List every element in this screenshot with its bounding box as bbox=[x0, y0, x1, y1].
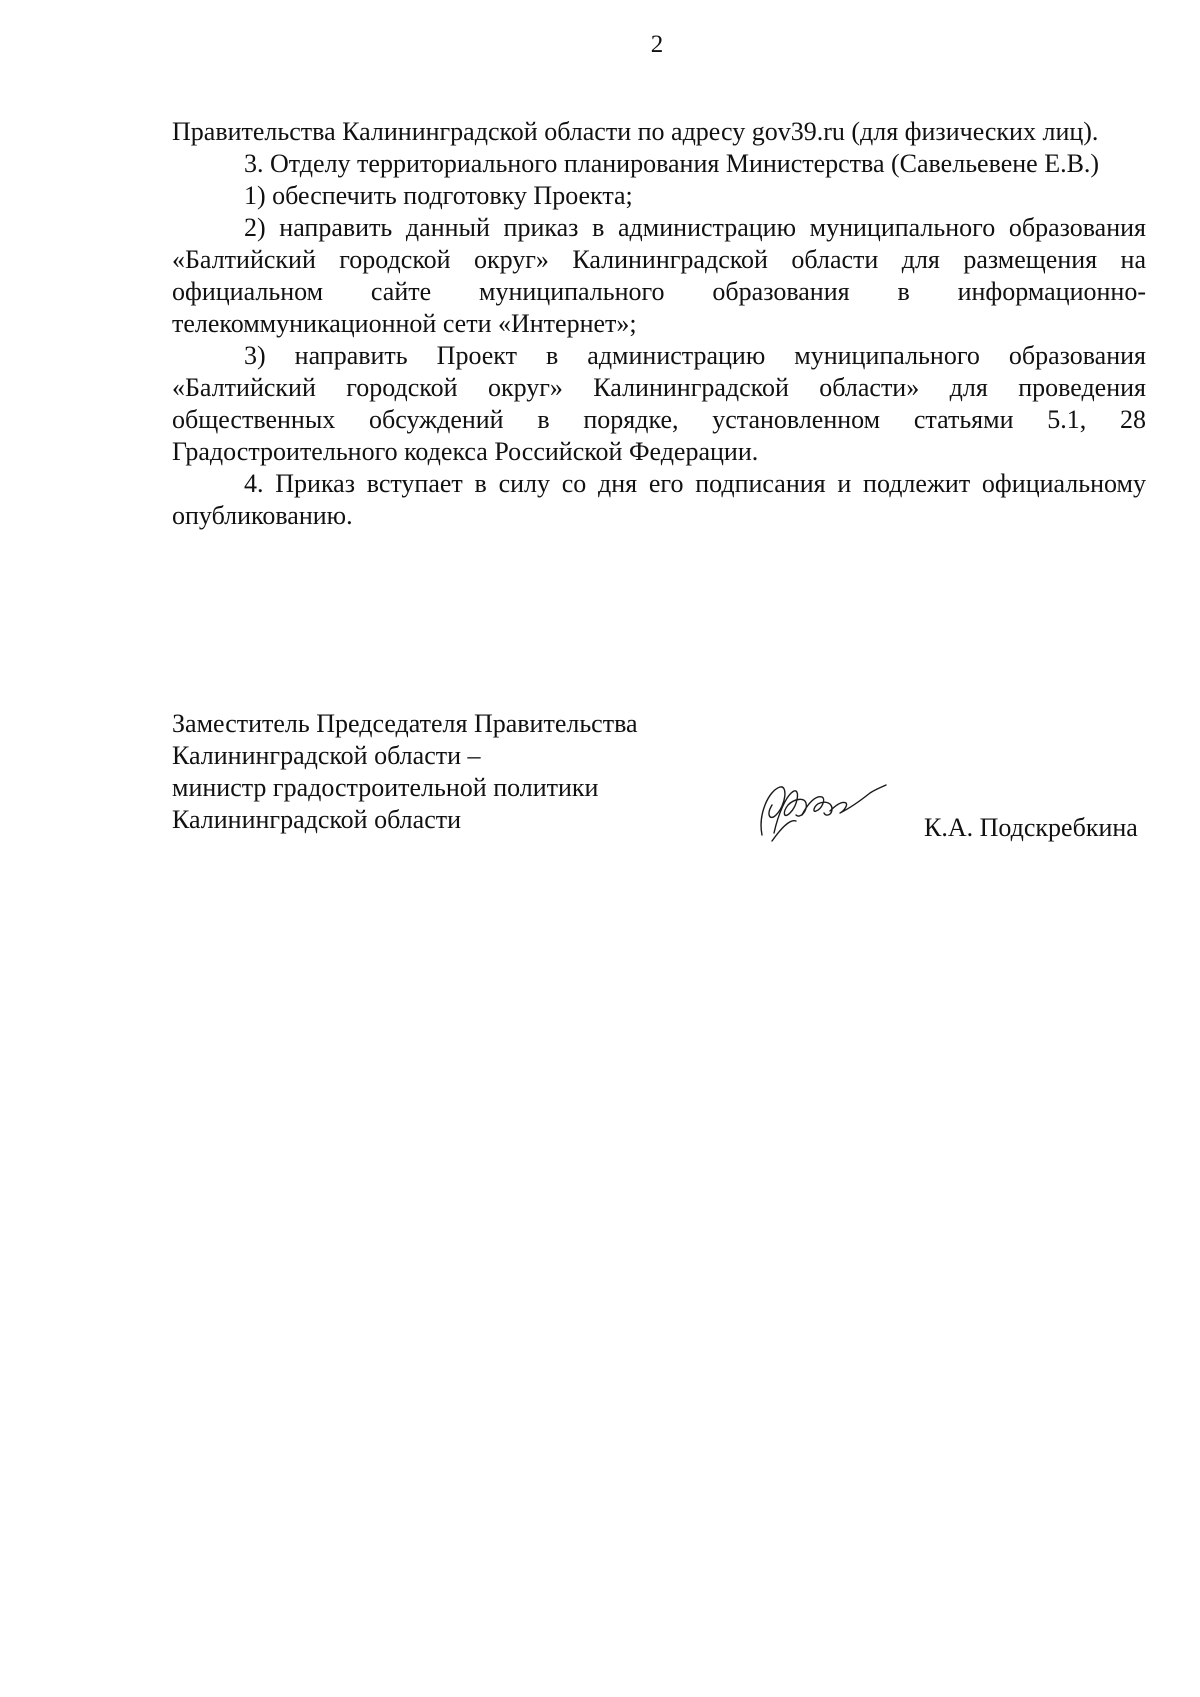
paragraph-subitem-2: 2) направить данный приказ в администрацию муниципального образования «Балтийский городской округ» Калининградской области для размещения на официальном сайте муниципального образования в информационно-телекоммуникационной сети «Интернет»; bbox=[172, 213, 1146, 338]
signatory-position-line: министр градостроительной политики bbox=[172, 773, 599, 802]
paragraph-subitem-3: 3) направить Проект в администрацию муниципального образования «Балтийский городской округ» Калининградской области» для проведения общественных обсуждений в порядке, установленном статьями 5.1, 28 Градостроительного кодекса Российской Федерации. bbox=[172, 341, 1146, 466]
handwritten-signature bbox=[752, 775, 892, 845]
signer-name: К.А. Подскребкина bbox=[924, 813, 1138, 842]
signatory-position bbox=[172, 708, 692, 836]
paragraph-0: Правительства Калининградской области по адресу gov39.ru (для физических лиц). bbox=[172, 117, 1099, 146]
signatory-position-line: Калининградской области – bbox=[172, 741, 481, 770]
paragraph-subitem-1: 1) обеспечить подготовку Проекта; bbox=[244, 181, 633, 210]
paragraph-item-4: 4. Приказ вступает в силу со дня его подписания и подлежит официальному опубликованию. bbox=[172, 469, 1146, 530]
document-body bbox=[172, 116, 1146, 532]
paragraph-item-3: 3. Отделу территориального планирования Министерства (Савельевене Е.В.) bbox=[244, 149, 1100, 178]
signatory-position-line: Калининградской области bbox=[172, 805, 462, 834]
page-number: 2 bbox=[650, 31, 664, 58]
signatory-position-line: Заместитель Председателя Правительства bbox=[172, 709, 638, 738]
